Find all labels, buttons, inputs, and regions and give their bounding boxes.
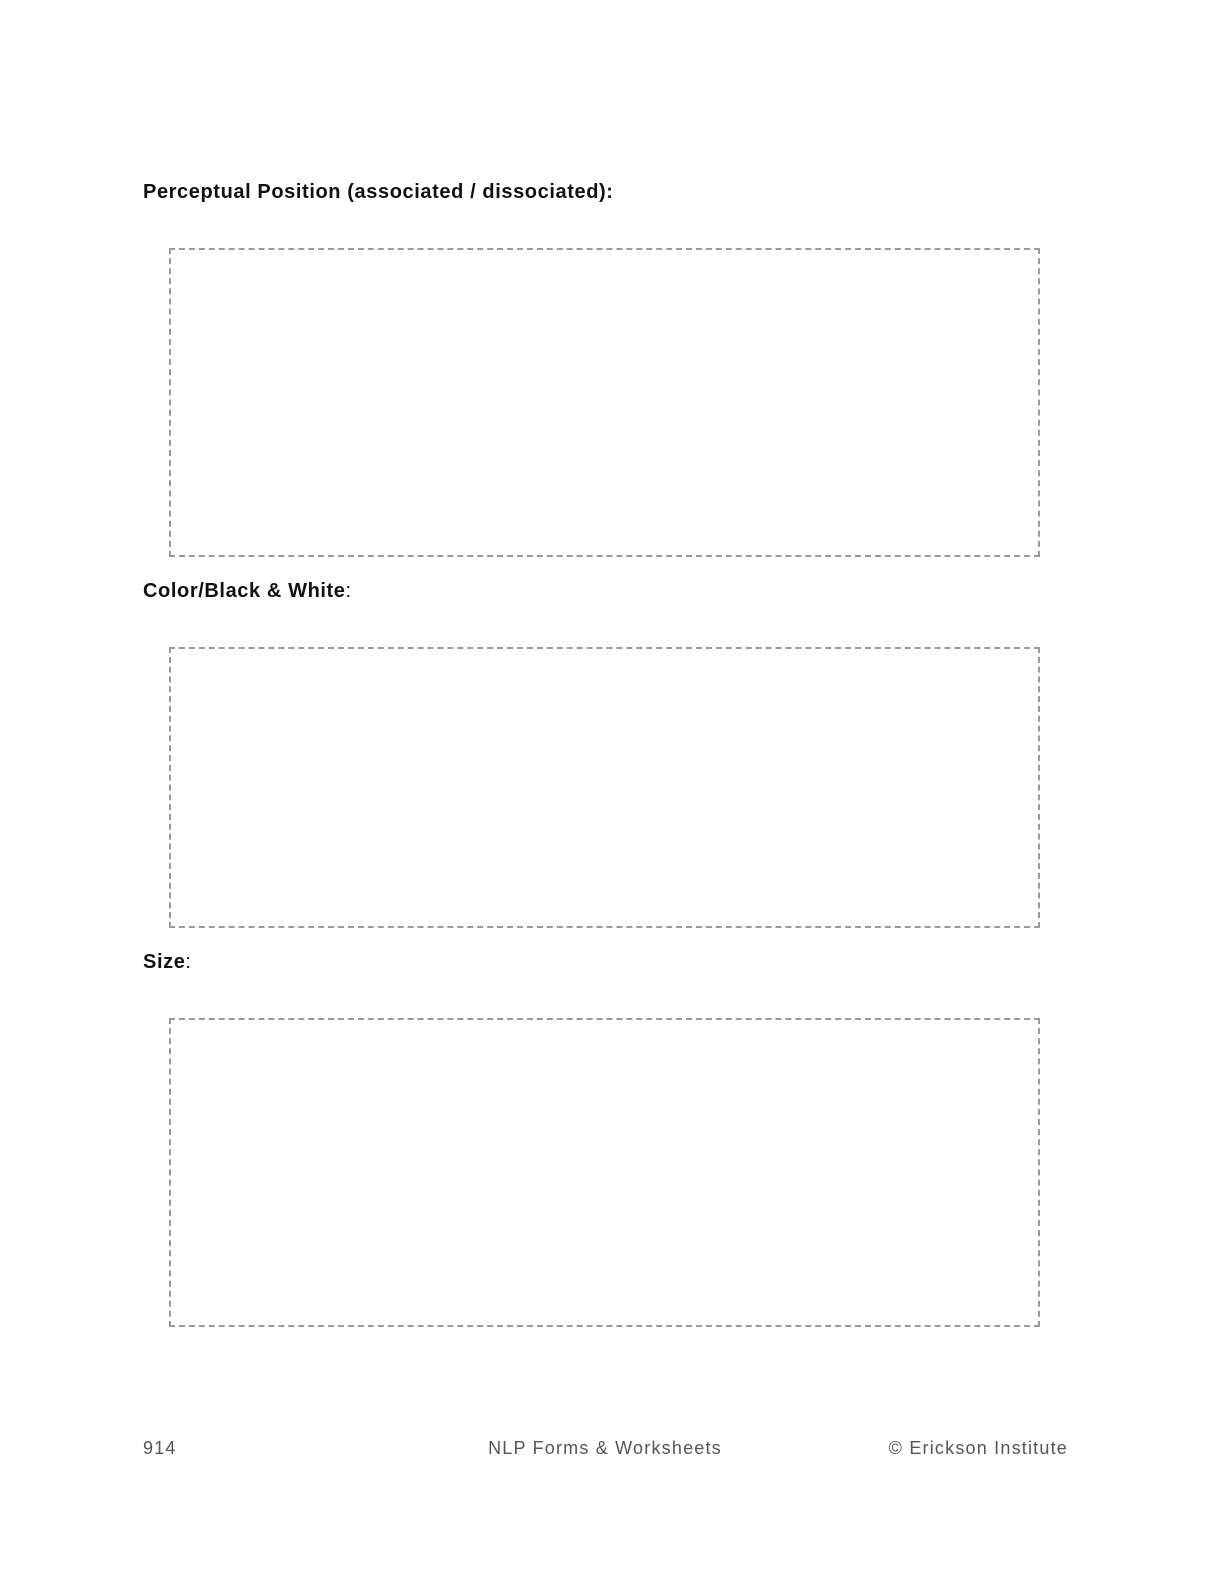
section-label-text: Color/Black & White <box>143 580 346 602</box>
color-answer-box[interactable] <box>169 647 1040 928</box>
footer-title: NLP Forms & Worksheets <box>488 1438 722 1458</box>
section-label-text: Size <box>143 951 186 973</box>
section-label-color <box>143 579 352 603</box>
section-label-suffix: : <box>345 580 352 602</box>
page-number: 914 <box>143 1438 177 1458</box>
perceptual-position-answer-box[interactable] <box>169 248 1040 557</box>
section-label-suffix: : <box>185 951 192 973</box>
size-answer-box[interactable] <box>169 1018 1040 1327</box>
section-label-size <box>143 950 192 974</box>
footer-copyright: © Erickson Institute <box>888 1438 1068 1458</box>
section-label-text: Perceptual Position (associated / dissociated): <box>143 181 614 203</box>
section-label-perceptual-position <box>143 180 614 204</box>
